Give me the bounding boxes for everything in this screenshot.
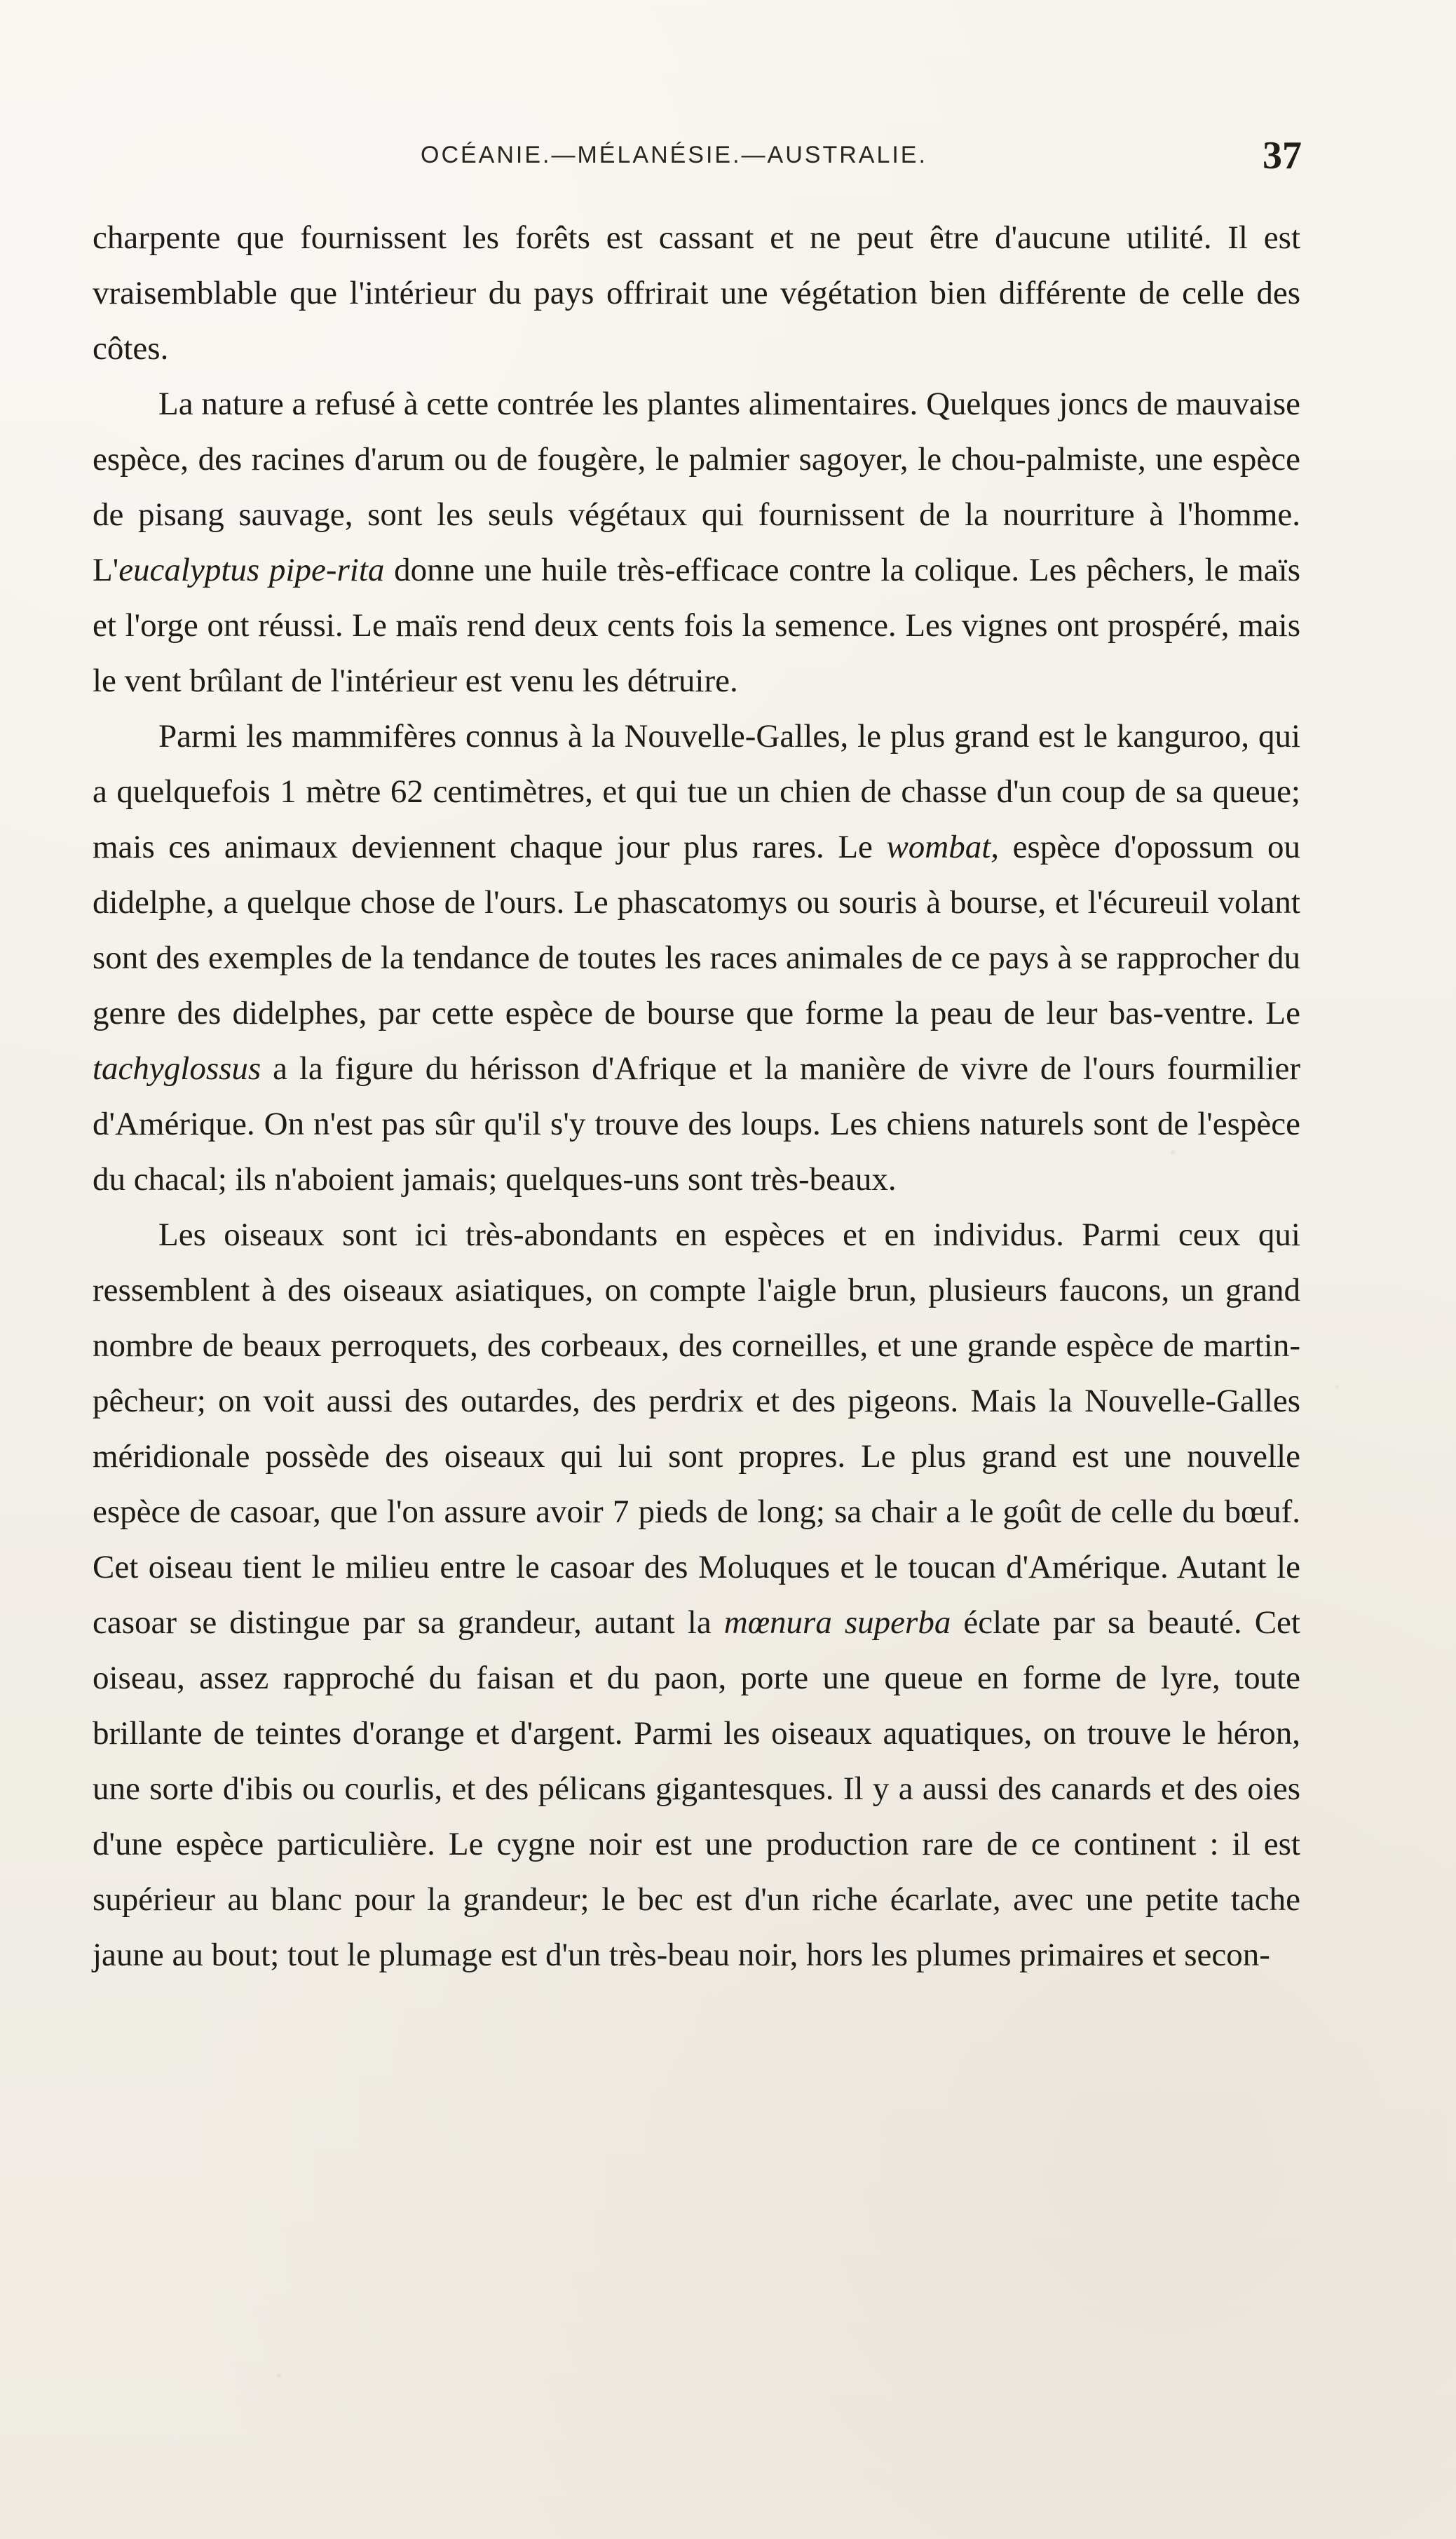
- running-head: OCÉANIE.—MÉLANÉSIE.—AUSTRALIE.: [421, 142, 927, 168]
- paragraph-4: [93, 1207, 1300, 1983]
- species-name-italic: wombat,: [886, 829, 1000, 865]
- paragraph-2: [93, 377, 1300, 709]
- paragraph-text: Les oiseaux sont ici très-abondants en espèces et en individus. Parmi ceux qui ressemblent à des oiseaux asiatiques, on compte l'aigle brun, plusieurs faucons, un grand nombre de beaux perroquets, des corbeaux, des corneilles, et une grande espèce de martin-pêcheur; on voit aussi des outardes, des perdrix et des pigeons. Mais la Nouvelle-Galles méridionale possède des oiseaux qui lui sont propres. Le plus grand est une nouvelle espèce de casoar, que l'on assure avoir 7 pieds de long; sa chair a le goût de celle du bœuf. Cet oiseau tient le milieu entre le casoar des Moluques et le toucan d'Amérique. Autant le casoar se distingue par sa grandeur, autant la: [93, 1217, 1300, 1641]
- paragraph-text: charpente que fournissent les forêts est cassant et ne peut être d'aucune utilité. Il est vraisemblable que l'intérieur du pays offrirait une végétation bien différente de celle des côtes.: [93, 219, 1300, 367]
- paragraph-text: éclate par sa beauté. Cet oiseau, assez rapproché du faisan et du paon, porte une queue en forme de lyre, toute brillante de teintes d'orange et d'argent. Parmi les oiseaux aquatiques, on trouve le héron, une sorte d'ibis ou courlis, et des pélicans gigantesques. Il y a aussi des canards et des oies d'une espèce particulière. Le cygne noir est une production rare de ce continent : il est supérieur au blanc pour la grandeur; le bec est d'un riche écarlate, avec une petite tache jaune au bout; tout le plumage est d'un très-beau noir, hors les plumes primaires et secon-: [93, 1604, 1300, 1973]
- paragraph-text: La nature a refusé à cette contrée les plantes alimentaires. Quelques joncs de mauvaise espèce, des racines d'arum ou de fougère, le palmier sagoyer, le chou-palmiste, une espèce de pisang sauvage, sont les seuls végétaux qui fournissent de la nourriture à l'homme.: [93, 386, 1300, 533]
- species-name-italic: eucalyptus pipe-rita: [118, 552, 385, 588]
- paper-speck: [1335, 1385, 1339, 1388]
- paragraph-text: donne une huile très-efficace contre la colique. Les pêchers, le maïs et l'orge ont réussi. Le maïs rend deux cents fois la semence. Les vignes ont prospéré, mais le vent brûlant de l'intérieur est venu les détruire.: [93, 552, 1301, 699]
- species-name-italic: tachyglossus: [93, 1050, 261, 1087]
- paragraph-text: L': [93, 552, 119, 588]
- paper-speck: [277, 2374, 281, 2378]
- species-name-italic: mœnura superba: [723, 1604, 951, 1641]
- paragraph-text: Parmi les mammifères connus à la Nouvelle-Galles, le plus grand est le kanguroo, qui a quelquefois 1 mètre 62 centimètres, et qui tue un chien de chasse d'un coup de sa queue; mais ces animaux deviennent chaque jour plus rares. Le: [93, 718, 1300, 865]
- paragraph-3: [93, 709, 1300, 1207]
- paragraph-text: espèce d'opossum ou didelphe, a quelque chose de l'ours. Le phascatomys ou souris à bourse, et l'écureuil volant sont des exemples de la tendance de toutes les races animales de ce pays à se rapprocher du genre des didelphes, par cette espèce de bourse que forme la peau de leur bas-ventre. Le: [93, 829, 1301, 1031]
- paragraph-1: [93, 210, 1300, 377]
- paragraph-text: a la figure du hérisson d'Afrique et la manière de vivre de l'ours fourmilier d'Amérique. On n'est pas sûr qu'il s'y trouve des loups. Les chiens naturels sont de l'espèce du chacal; ils n'aboient jamais; quelques-uns sont très-beaux.: [93, 1050, 1300, 1198]
- page-header: [91, 133, 1302, 182]
- body-text: [93, 210, 1300, 1983]
- page-number: 37: [1263, 134, 1302, 177]
